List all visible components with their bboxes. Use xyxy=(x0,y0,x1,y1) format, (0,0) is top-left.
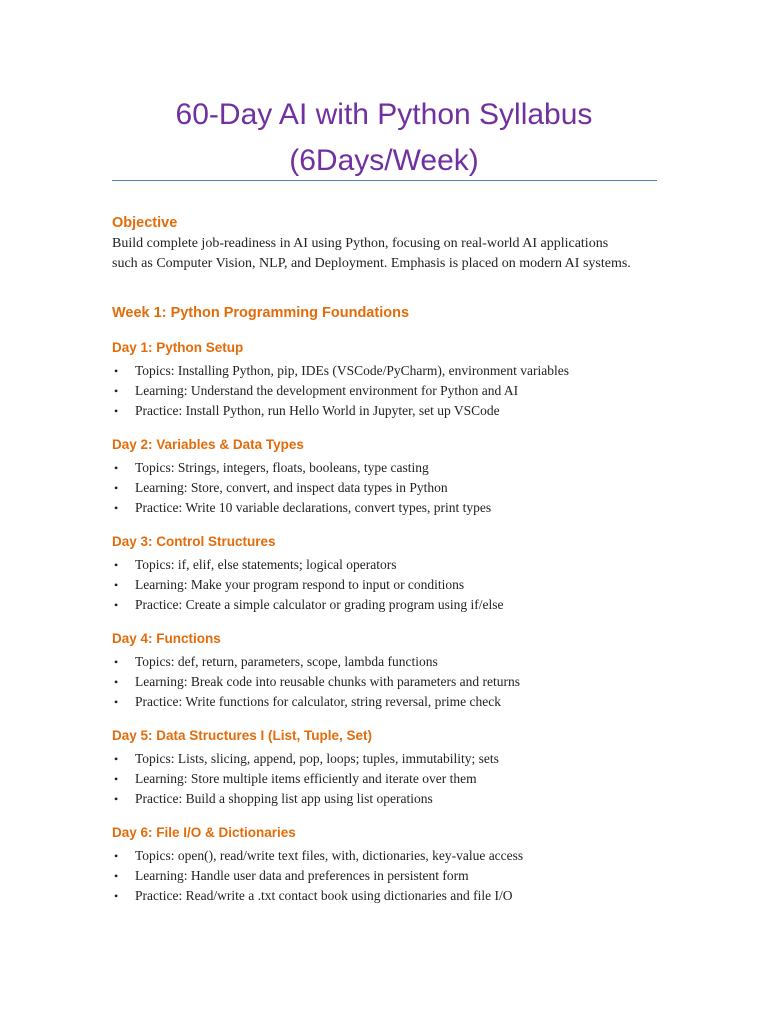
bullet-icon: • xyxy=(114,598,119,612)
bullet-icon: • xyxy=(114,889,119,903)
bullet-icon: • xyxy=(114,695,119,709)
bullet-icon: • xyxy=(114,384,119,398)
list-item-topics xyxy=(112,846,660,866)
day-bullet-list xyxy=(112,555,660,615)
list-item-practice xyxy=(112,886,660,906)
learning-text: Learning: Handle user data and preferences in persistent form xyxy=(135,868,469,883)
list-item-topics xyxy=(112,749,660,769)
bullet-icon: • xyxy=(114,481,119,495)
objective-text xyxy=(112,234,660,274)
topics-text: Topics: Strings, integers, floats, booleans, type casting xyxy=(135,460,429,475)
objective-text-line-2: such as Computer Vision, NLP, and Deployment. Emphasis is placed on modern AI systems. xyxy=(112,256,631,271)
learning-text: Learning: Make your program respond to input or conditions xyxy=(135,577,465,592)
title-divider xyxy=(112,180,657,181)
learning-text: Learning: Break code into reusable chunks with parameters and returns xyxy=(135,674,520,689)
day-bullet-list xyxy=(112,652,660,712)
bullet-icon: • xyxy=(114,792,119,806)
objective-section xyxy=(112,212,660,274)
bullet-icon: • xyxy=(114,364,119,378)
day-6-section xyxy=(112,823,660,906)
day-heading: Day 1: Python Setup xyxy=(112,340,244,355)
practice-text: Practice: Install Python, run Hello World in Jupyter, set up VSCode xyxy=(135,403,500,418)
day-3-section xyxy=(112,532,660,615)
day-heading: Day 2: Variables & Data Types xyxy=(112,437,304,452)
list-item-learning xyxy=(112,866,660,886)
list-item-practice xyxy=(112,401,660,421)
list-item-topics xyxy=(112,458,660,478)
list-item-topics xyxy=(112,555,660,575)
day-1-section xyxy=(112,338,660,421)
day-2-section xyxy=(112,435,660,518)
learning-text: Learning: Store, convert, and inspect data types in Python xyxy=(135,480,448,495)
bullet-icon: • xyxy=(114,404,119,418)
bullet-icon: • xyxy=(114,752,119,766)
list-item-topics xyxy=(112,361,660,381)
bullet-icon: • xyxy=(114,675,119,689)
learning-text: Learning: Understand the development environment for Python and AI xyxy=(135,383,519,398)
bullet-icon: • xyxy=(114,849,119,863)
topics-text: Topics: Installing Python, pip, IDEs (VSCode/PyCharm), environment variables xyxy=(135,363,570,378)
day-heading: Day 5: Data Structures I (List, Tuple, Set) xyxy=(112,728,373,743)
list-item-learning xyxy=(112,769,660,789)
day-heading: Day 4: Functions xyxy=(112,631,221,646)
week-1-heading: Week 1: Python Programming Foundations xyxy=(112,305,410,321)
day-heading: Day 3: Control Structures xyxy=(112,534,276,549)
day-bullet-list xyxy=(112,361,660,421)
bullet-icon: • xyxy=(114,501,119,515)
practice-text: Practice: Write functions for calculator, string reversal, prime check xyxy=(135,694,502,709)
day-bullet-list xyxy=(112,749,660,809)
title-line-2: (6Days/Week) xyxy=(289,144,479,177)
day-bullet-list xyxy=(112,458,660,518)
page-title xyxy=(112,92,656,184)
bullet-icon: • xyxy=(114,655,119,669)
practice-text: Practice: Read/write a .txt contact book using dictionaries and file I/O xyxy=(135,888,513,903)
practice-text: Practice: Create a simple calculator or grading program using if/else xyxy=(135,597,504,612)
day-bullet-list xyxy=(112,846,660,906)
list-item-learning xyxy=(112,575,660,595)
list-item-practice xyxy=(112,595,660,615)
bullet-icon: • xyxy=(114,578,119,592)
topics-text: Topics: open(), read/write text files, with, dictionaries, key-value access xyxy=(135,848,524,863)
list-item-topics xyxy=(112,652,660,672)
topics-text: Topics: Lists, slicing, append, pop, loops; tuples, immutability; sets xyxy=(135,751,499,766)
list-item-practice xyxy=(112,692,660,712)
list-item-learning xyxy=(112,381,660,401)
title-line-1: 60-Day AI with Python Syllabus xyxy=(175,98,593,131)
bullet-icon: • xyxy=(114,558,119,572)
practice-text: Practice: Write 10 variable declarations, convert types, print types xyxy=(135,500,492,515)
day-heading: Day 6: File I/O & Dictionaries xyxy=(112,825,296,840)
list-item-learning xyxy=(112,478,660,498)
practice-text: Practice: Build a shopping list app using list operations xyxy=(135,791,433,806)
list-item-practice xyxy=(112,498,660,518)
day-5-section xyxy=(112,726,660,809)
objective-text-line-1: Build complete job-readiness in AI using Python, focusing on real-world AI applications xyxy=(112,236,609,251)
list-item-learning xyxy=(112,672,660,692)
bullet-icon: • xyxy=(114,869,119,883)
day-4-section xyxy=(112,629,660,712)
learning-text: Learning: Store multiple items efficiently and iterate over them xyxy=(135,771,477,786)
objective-heading: Objective xyxy=(112,215,178,231)
topics-text: Topics: if, elif, else statements; logical operators xyxy=(135,557,397,572)
bullet-icon: • xyxy=(114,772,119,786)
bullet-icon: • xyxy=(114,461,119,475)
list-item-practice xyxy=(112,789,660,809)
document-body xyxy=(112,212,660,906)
topics-text: Topics: def, return, parameters, scope, lambda functions xyxy=(135,654,438,669)
